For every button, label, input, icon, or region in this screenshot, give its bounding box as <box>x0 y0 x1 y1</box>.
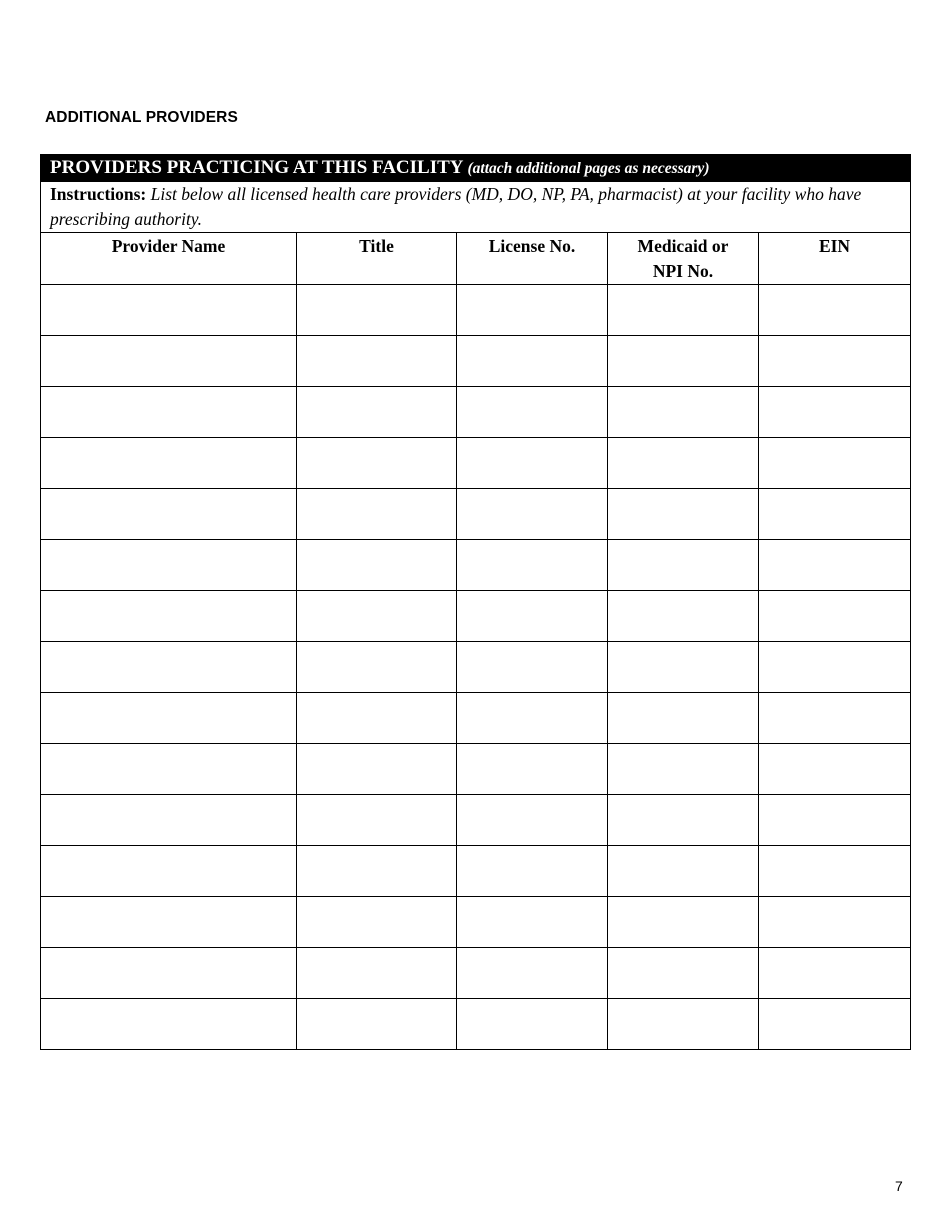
license-no-cell[interactable] <box>457 285 608 336</box>
ein-cell[interactable] <box>759 795 911 846</box>
column-header-medicaid-npi <box>608 233 759 285</box>
column-header-row <box>41 233 911 285</box>
license-no-cell[interactable] <box>457 693 608 744</box>
column-header-label: EIN <box>818 236 851 256</box>
ein-cell[interactable] <box>759 897 911 948</box>
license-no-cell[interactable] <box>457 489 608 540</box>
license-no-cell[interactable] <box>457 795 608 846</box>
medicaid-npi-cell[interactable] <box>608 489 759 540</box>
medicaid-npi-cell[interactable] <box>608 846 759 897</box>
medicaid-npi-cell[interactable] <box>608 795 759 846</box>
title-cell[interactable] <box>297 642 457 693</box>
title-cell[interactable] <box>297 489 457 540</box>
provider-name-cell[interactable] <box>41 438 297 489</box>
license-no-cell[interactable] <box>457 846 608 897</box>
table-row <box>41 591 911 642</box>
table-row <box>41 285 911 336</box>
table-row <box>41 999 911 1050</box>
medicaid-npi-cell[interactable] <box>608 591 759 642</box>
column-header-provider-name <box>41 233 297 285</box>
provider-name-cell[interactable] <box>41 948 297 999</box>
ein-cell[interactable] <box>759 846 911 897</box>
column-header-label: Provider Name <box>111 236 226 256</box>
license-no-cell[interactable] <box>457 540 608 591</box>
medicaid-npi-cell[interactable] <box>608 540 759 591</box>
license-no-cell[interactable] <box>457 897 608 948</box>
ein-cell[interactable] <box>759 285 911 336</box>
title-cell[interactable] <box>297 693 457 744</box>
table-row <box>41 897 911 948</box>
medicaid-npi-cell[interactable] <box>608 948 759 999</box>
column-header-label: Medicaid or NPI No. <box>637 236 729 281</box>
title-cell[interactable] <box>297 591 457 642</box>
provider-name-cell[interactable] <box>41 285 297 336</box>
instructions <box>41 182 911 233</box>
provider-name-cell[interactable] <box>41 489 297 540</box>
medicaid-npi-cell[interactable] <box>608 642 759 693</box>
license-no-cell[interactable] <box>457 438 608 489</box>
medicaid-npi-cell[interactable] <box>608 693 759 744</box>
license-no-cell[interactable] <box>457 387 608 438</box>
column-header-ein <box>759 233 911 285</box>
table-row <box>41 336 911 387</box>
license-no-cell[interactable] <box>457 948 608 999</box>
provider-name-cell[interactable] <box>41 846 297 897</box>
provider-name-cell[interactable] <box>41 336 297 387</box>
ein-cell[interactable] <box>759 438 911 489</box>
provider-name-cell[interactable] <box>41 744 297 795</box>
column-header-license-no <box>457 233 608 285</box>
instructions-text: List below all licensed health care providers (MD, DO, NP, PA, pharmacist) at your facility who have prescribing authority. <box>50 184 862 229</box>
table-row <box>41 387 911 438</box>
table-row <box>41 795 911 846</box>
provider-name-cell[interactable] <box>41 693 297 744</box>
medicaid-npi-cell[interactable] <box>608 897 759 948</box>
table-row <box>41 438 911 489</box>
table-row <box>41 540 911 591</box>
ein-cell[interactable] <box>759 948 911 999</box>
table-row <box>41 642 911 693</box>
title-cell[interactable] <box>297 846 457 897</box>
provider-name-cell[interactable] <box>41 540 297 591</box>
table-row <box>41 744 911 795</box>
title-cell[interactable] <box>297 744 457 795</box>
column-header-title <box>297 233 457 285</box>
license-no-cell[interactable] <box>457 999 608 1050</box>
license-no-cell[interactable] <box>457 591 608 642</box>
ein-cell[interactable] <box>759 489 911 540</box>
medicaid-npi-cell[interactable] <box>608 285 759 336</box>
license-no-cell[interactable] <box>457 744 608 795</box>
title-cell[interactable] <box>297 948 457 999</box>
medicaid-npi-cell[interactable] <box>608 999 759 1050</box>
ein-cell[interactable] <box>759 387 911 438</box>
banner-title: PROVIDERS PRACTICING AT THIS FACILITY <box>50 157 464 178</box>
column-header-label: License No. <box>488 236 576 256</box>
provider-name-cell[interactable] <box>41 999 297 1050</box>
section-heading: ADDITIONAL PROVIDERS <box>45 109 238 126</box>
table-row <box>41 489 911 540</box>
medicaid-npi-cell[interactable] <box>608 387 759 438</box>
provider-name-cell[interactable] <box>41 591 297 642</box>
title-cell[interactable] <box>297 387 457 438</box>
ein-cell[interactable] <box>759 540 911 591</box>
license-no-cell[interactable] <box>457 336 608 387</box>
provider-name-cell[interactable] <box>41 387 297 438</box>
provider-name-cell[interactable] <box>41 897 297 948</box>
table-banner <box>41 155 911 182</box>
banner-note: (attach additional pages as necessary) <box>467 160 710 177</box>
title-cell[interactable] <box>297 999 457 1050</box>
title-cell[interactable] <box>297 540 457 591</box>
license-no-cell[interactable] <box>457 642 608 693</box>
ein-cell[interactable] <box>759 693 911 744</box>
table-row <box>41 693 911 744</box>
provider-name-cell[interactable] <box>41 795 297 846</box>
column-header-label: Title <box>359 236 394 256</box>
ein-cell[interactable] <box>759 642 911 693</box>
instructions-label: Instructions: <box>50 184 147 204</box>
title-cell[interactable] <box>297 795 457 846</box>
title-cell[interactable] <box>297 336 457 387</box>
medicaid-npi-cell[interactable] <box>608 336 759 387</box>
ein-cell[interactable] <box>759 744 911 795</box>
providers-table <box>40 154 911 1050</box>
title-cell[interactable] <box>297 438 457 489</box>
title-cell[interactable] <box>297 897 457 948</box>
ein-cell[interactable] <box>759 999 911 1050</box>
page-number: 7 <box>895 1178 903 1194</box>
medicaid-npi-cell[interactable] <box>608 438 759 489</box>
ein-cell[interactable] <box>759 591 911 642</box>
table-row <box>41 846 911 897</box>
table-row <box>41 948 911 999</box>
ein-cell[interactable] <box>759 336 911 387</box>
provider-name-cell[interactable] <box>41 642 297 693</box>
medicaid-npi-cell[interactable] <box>608 744 759 795</box>
title-cell[interactable] <box>297 285 457 336</box>
